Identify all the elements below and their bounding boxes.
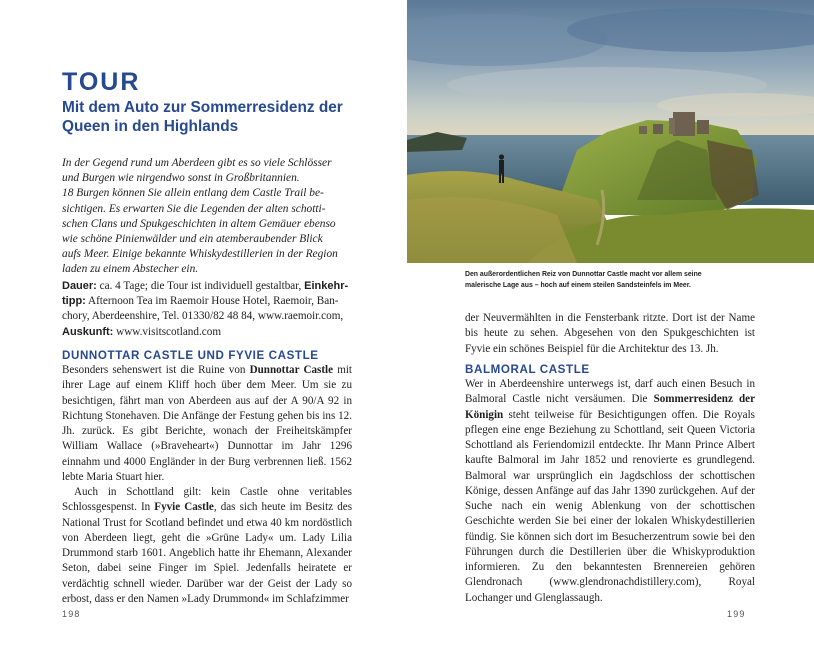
dauer-label: Dauer: [62,280,97,292]
section-label: TOUR [62,68,141,96]
section-dunnottar-body [62,363,352,607]
section-balmoral-body [465,377,755,606]
info-line-4 [62,325,352,340]
intro-line: sichtigen. Es erwarten Sie die Legenden der alten schotti- [62,202,326,215]
text-run: Auch in Schottland gilt: kein Castle ohne veritables Schlossgespenst. In [62,486,352,514]
einkehr-label-cont: tipp: [62,295,86,308]
bold-term: Dunnottar Castle [249,364,334,376]
intro-line: laden zu einem Abstecher ein. [62,263,199,276]
text-run: mit ihrer Lage auf einem Kliff hoch über dem Meer. Um sie zu besichtigen, fährt man von Aberdeen aus auf der A 90/A 92 in Richtung Stonehaven. Die Anfänge der Festung gehen bis ins 12. Jh. zurück. Es gibt Berichte, wonach der Freiheitskämpfer William Wallace (»Braveheart«) Dunnottar im Jahr 1296 einnahm und 4000 Engländer in der Burg verbrennen ließ. 1562 lebte Maria Stuart hier. [62,364,353,483]
info-box [62,279,352,340]
einkehr-text-cont: chory, Aberdeenshire, Tel. 01330/82 48 84, www.raemoir.com, [62,310,344,323]
intro-line: 18 Burgen können Sie allein entlang dem Castle Trail be- [62,187,324,200]
paragraph [62,363,352,485]
einkehr-label: Einkehr- [304,280,349,292]
intro-line: In der Gegend rund um Aberdeen gibt es so viele Schlösser [62,157,332,169]
paragraph: der Neuvermählten in die Fensterbank ritzte. Dort ist der Name bis heute zu sehen. Abgesehen von den Spukgeschichten ist Fyvie ein schönes Beispiel für die Architektur des 13. Jh. [465,312,755,355]
info-line-2 [62,294,352,309]
text-run: Besonders sehenswert ist die Ruine von [62,364,250,376]
bold-term: Sommerresidenz der Königin [465,393,756,421]
section-heading-dunnottar: DUNNOTTAR CASTLE UND FYVIE CASTLE [62,349,319,362]
intro-line: wie schöne Pinienwälder und ein atemberaubender Blick [62,233,323,246]
auskunft-label: Auskunft: [62,325,114,338]
page-number-left: 198 [62,609,81,619]
intro-line: schen Clans und Spukgeschichten in altem Gemäuer ebenso [62,217,336,230]
section-heading-balmoral: BALMORAL CASTLE [465,363,590,376]
paragraph [62,485,352,607]
castle-photo [407,0,814,263]
caption-line: Den außerordentlichen Reiz von Dunnottar Castle macht vor allem seine [465,271,702,278]
tour-subtitle: Mit dem Auto zur Sommerresidenz der Queen in den Highlands [62,99,343,135]
einkehr-text: Afternoon Tea im Raemoir House Hotel, Raemoir, Ban- [85,295,339,308]
page-number-right: 199 [727,609,746,619]
text-run: Wer in Aberdeenshire unterwegs ist, darf auch einen Besuch in Balmoral Castle nicht versäumen. Die [465,378,755,406]
auskunft-text: www.visitscotland.com [113,325,222,338]
continuation-paragraph [465,311,755,357]
bold-term: Fyvie Castle [154,501,214,514]
intro-line: aufs Meer. Einige bekannte Whiskydestillerien in der Region [62,248,338,261]
paragraph [465,377,755,606]
right-page [407,0,814,648]
text-run: , das sich heute im Besitz des National Trust for Scotland befindet und etwa 40 km nordöstlich von Aberdeen liegt, geht die »Grüne Lady« um. Lady Lilia Drummond starb 1601. Angeblich hatte ihr Ehemann, Alexander Seton, dabei seine Finger im Spiel. Jedenfalls heiratete er verdächtig schnell wieder. Darüber war der Geist der Lady so erbost, dass er den Namen »Lady Drummond« im Schlafzimmer [62,501,353,605]
castle-cliff-photo-icon [407,0,814,263]
photo-caption [465,269,765,291]
info-line-1 [62,279,352,294]
intro-line: und Burgen wie nirgendwo sonst in Großbritannien. [62,172,300,185]
dauer-text: ca. 4 Tage; die Tour ist individuell gestaltbar, [96,280,302,292]
text-run: steht teilweise für Besichtigungen offen. Die Royals pflegen eine enge Beziehung zu Schottland, seit Queen Victoria Schottland als Feriendomizil entdeckte. Ihr Mann Prince Albert kaufte Balmoral im Jahr 1852 und renovierte es grundlegend. Balmoral war ursprünglich ein Jagdschloss der schottischen Könige, dessen Anfänge auf das Jahr 1390 zurückgehen. Auf der Suche nach ein wenig Ablenkung von der schottischen Geschichte werden Sie bei einer der lokalen Whiskydestillerien fündig. Sie können sich dort im Besucherzentrum sowie bei den Führungen durch die Destillerien über die Whiskyproduktion informieren. Zu den bekanntesten Brennereien gehören Glendronach (www.glendronachdistillery.com), Royal Lochanger und Glenglassaugh. [465,408,755,604]
intro-paragraph [62,156,352,278]
caption-line: malerische Lage aus – hoch auf einem steilen Sandsteinfels im Meer. [465,282,691,289]
